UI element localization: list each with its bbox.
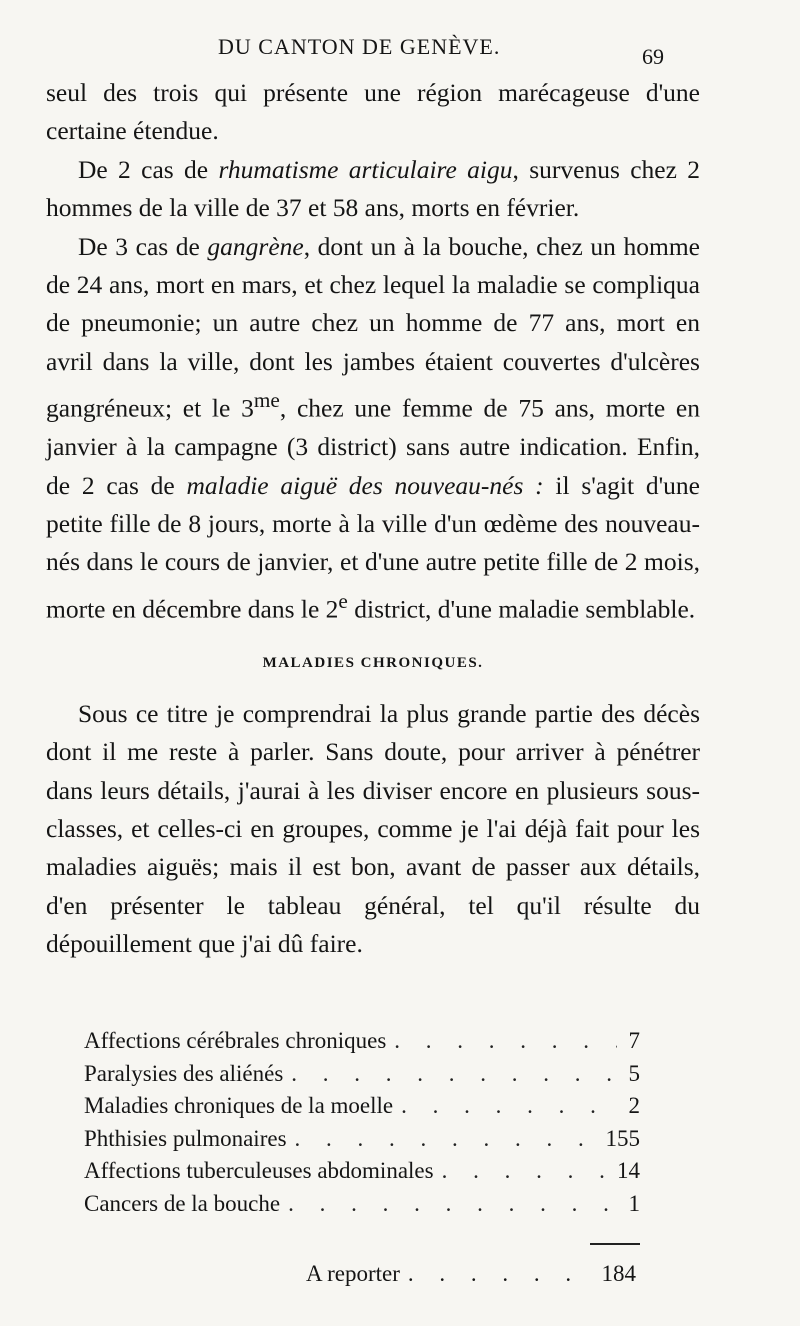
row-value: 1 — [628, 1190, 640, 1216]
row-value: 155 — [605, 1125, 640, 1151]
page-number: 69 — [642, 44, 664, 69]
row-value: 2 — [628, 1093, 640, 1118]
row-value: 7 — [628, 1028, 640, 1053]
dot-leader — [394, 1028, 616, 1054]
disease-name: rhumatisme articulaire aigu — [218, 154, 513, 184]
paragraph-continuation: seul des trois qui présente une région marécageuse d'une certaine étendue. — [46, 78, 700, 146]
text-run: De 3 cas de — [78, 231, 208, 261]
text-run: , survenus chez 2 hommes de la ville de 37 et 58 ans, morts en février. — [46, 154, 700, 223]
table-row — [84, 1061, 640, 1094]
paragraph-chronic: Sous ce titre je comprendrai la plus grande partie des décès dont il me reste à parler. Sans doute, pour arriver à pénétrer dans leurs détails, j'aurai à les diviser encore en plusieurs sous-classes, et celles-ci en groupes, comme je l'ai déjà fait pour les maladies aiguës; mais il est bon, avant de passer aux détails, d'en présenter le tableau général, tel qu'il résulte du dépouillement que j'ai dû faire. — [46, 698, 700, 959]
text-run: , chez une femme de 75 ans, morte en janvier à la campagne (3 district) sans autre indication. Enfin, de 2 cas de — [46, 393, 700, 500]
text-run: , dont un à la bouche, chez un homme de 24 ans, mort en mars, et chez lequel la maladie se compliqua de pneumonie; un autre chez un homme de 77 ans, mort en avril dans la ville, dont les jambes étaient couvertes d'ulcères gangréneux; et le 3 — [46, 231, 700, 423]
disease-name: gangrène — [207, 231, 304, 261]
dot-leader — [442, 1158, 605, 1184]
dot-leader — [288, 1191, 616, 1217]
ordinal-suffix: e — [338, 588, 348, 613]
disease-name: maladie aiguë des nouveau-nés : — [186, 470, 544, 500]
row-label: Affections tuberculeuses abdominales — [84, 1158, 434, 1183]
text-run: De 2 cas de — [78, 154, 219, 184]
row-label: Maladies chroniques de la moelle — [84, 1093, 394, 1118]
dot-leader — [408, 1261, 590, 1287]
section-heading: MALADIES CHRONIQUES. — [262, 654, 484, 671]
text-run: il s'agit d'une petite fille de 8 jours, morte à la ville d'un œdème des nouveau-nés dans le cours de janvier, et d'une autre petite fille de 2 mois, morte en décembre dans le 2 — [46, 470, 700, 624]
carry-total: 184 — [601, 1261, 636, 1286]
table-row — [84, 1191, 640, 1224]
row-label: Affections cérébrales chroniques — [84, 1028, 387, 1053]
carry-forward-row — [306, 1261, 636, 1287]
row-value: 14 — [617, 1158, 640, 1183]
dot-leader — [291, 1061, 616, 1087]
text-run: district, d'une maladie semblable. — [347, 594, 696, 624]
table-row — [84, 1158, 640, 1191]
death-count-table — [84, 1028, 640, 1223]
table-row — [84, 1126, 640, 1159]
row-label: Phthisies pulmonaires — [84, 1125, 287, 1151]
dot-leader — [295, 1126, 594, 1152]
sum-rule — [590, 1243, 640, 1245]
row-value: 5 — [628, 1060, 640, 1086]
main-text — [46, 74, 700, 964]
page-header — [0, 34, 800, 74]
table-row — [84, 1093, 640, 1126]
ordinal-suffix: me — [253, 388, 280, 413]
row-label: Paralysies des aliénés — [84, 1060, 284, 1086]
table-row — [84, 1028, 640, 1061]
paragraph-gangrene — [46, 228, 700, 629]
dot-leader — [401, 1093, 616, 1119]
running-title: DU CANTON DE GENÈVE. — [218, 34, 501, 59]
carry-label: A reporter — [306, 1261, 400, 1286]
row-label: Cancers de la bouche — [84, 1190, 281, 1216]
paragraph-rheumatism — [46, 151, 700, 228]
